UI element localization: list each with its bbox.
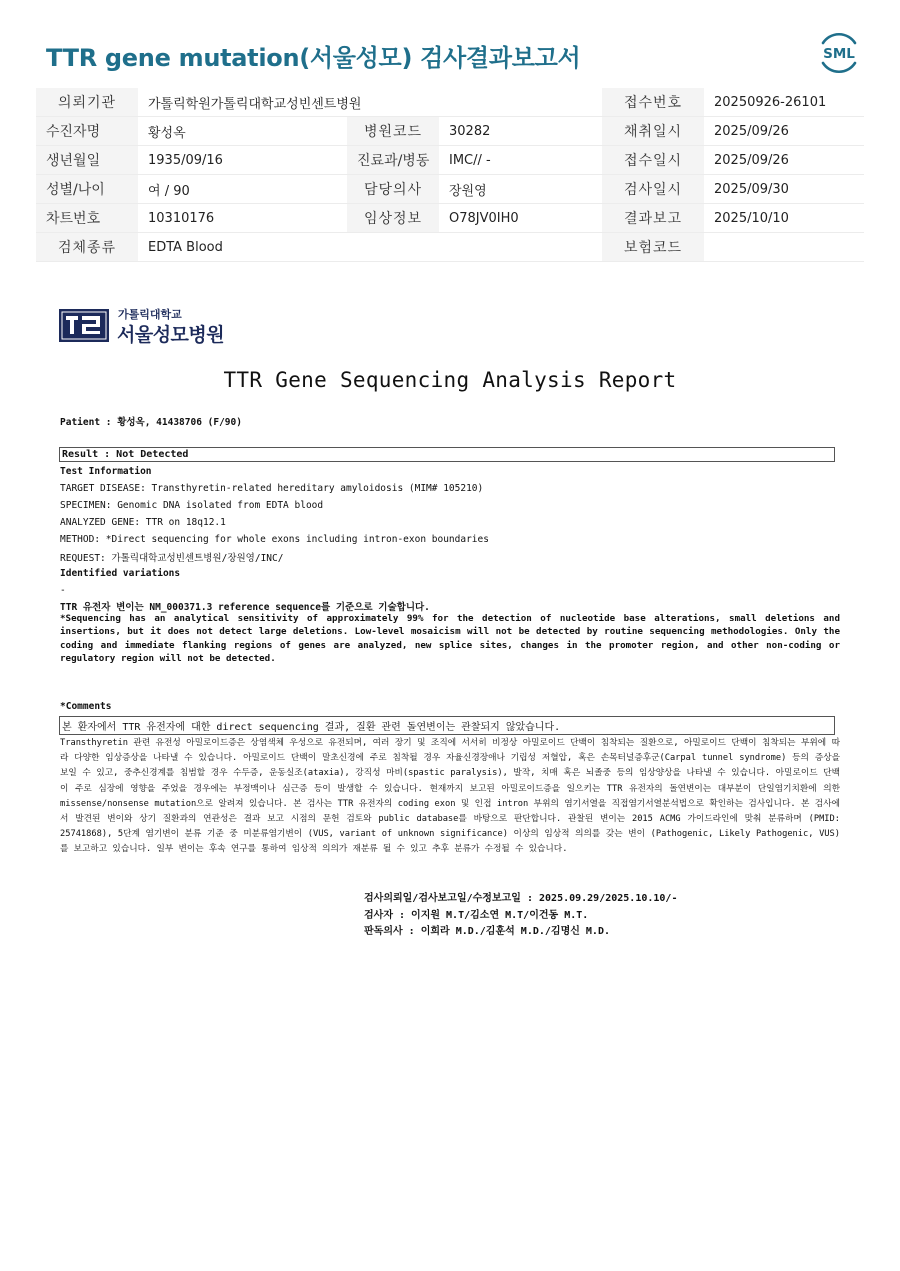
info-value: EDTA Blood [138,233,347,262]
identified-variations-heading: Identified variations [60,568,181,579]
info-label: 차트번호 [36,204,138,233]
info-value: 2025/09/26 [704,146,864,175]
info-value: 가톨릭학원가톨릭대학교성빈센트병원 [138,88,602,117]
info-value: 2025/09/30 [704,175,864,204]
info-value: 30282 [439,117,602,146]
info-label: 보험코드 [602,233,704,262]
info-value [439,233,602,262]
sml-logo [816,30,862,76]
physicians: 판독의사 : 이희라 M.D./김훈석 M.D./김명신 M.D. [364,926,610,937]
comment-body: Transthyretin 관련 유전성 아밀로이드증은 상염색체 우성으로 유전되며, 여러 장기 및 조직에 서서히 비정상 아밀로이드 단백이 침착되는 질환으로, 아밀로이드 단백이 침착되는 부위에 따라 다양한 임상증상을 나타낼 수 있습니다. 아밀로이드 단백이 말초신경에 주로 침착될 경우 자율신경장애나 기립성 저혈압, 혹은 손목터널증후군(Carpal tunnel syndrome) 등의 증상을 보일 수 있고, 중추신경계를 침범할 경우 수두증, 운동실조(ataxia), 강직성 마비(spastic paralysis), 발작, 치매 혹은 뇌졸중 등의 임상양상을 나타낼 수 있습니다. 아밀로이드 단백이 주로 심장에 영향을 주었을 경우에는 부정맥이나 심근증 등이 발생할 수 있습니다. 현재까지 보고된 아밀로이드증을 일으키는 TTR 유전자의 돌연변이는 대부분이 단일염기치환에 의한 missense/nonsense mutation으로 알려져 있습니다. 본 검사는 TTR 유전자의 coding exon 및 인접 intron 부위의 염기서열을 직접염기서열분석법으로 확인하는 검사입니다. 본 검사에서 발견된 변이와 상기 질환과의 연관성은 결과 보고 시점의 문헌 검토와 public database를 바탕으로 판단합니다. 관찰된 변이는 2015 ACMG 가이드라인에 맞춰 분류하며 (PMID: 25741868), 5단계 염기변이 분류 기준 중 미분류염기변이 (VUS, variant of unknown significance) 이상의 임상적 의의를 갖는 변이 (Pathogenic, Likely Pathogenic, VUS) 를 보고하고 있습니다. 일부 변이는 후속 연구를 통하여 임상적 의의가 재분류 될 수 있고 추후 분류가 수정될 수 있습니다. [60,738,840,855]
info-value: 20250926-26101 [704,88,864,117]
page-title: TTR gene mutation(서울성모) 검사결과보고서 [46,44,581,72]
info-label: 진료과/병동 [347,146,439,175]
info-label: 채취일시 [602,117,704,146]
report-dates: 검사의뢰일/검사보고일/수정보고일 : 2025.09.29/2025.10.10/- [364,893,678,904]
analyzed-gene: ANALYZED GENE: TTR on 18q12.1 [60,517,226,528]
info-label: 담당의사 [347,175,439,204]
hospital-logo [58,305,228,345]
comments-heading: *Comments [60,701,112,712]
patient-info-table [36,88,864,262]
info-label: 검사일시 [602,175,704,204]
sensitivity-note: *Sequencing has an analytical sensitivity of approximately 99% for the detection of nucleotide base alterations, small deletions and insertions, but it does not detect large deletions. Low-level mosaicism will not be detected by routine sequencing methodologies. Only the coding and immediate flanking regions of genes are analyzed, new splice sites, changes in the promoter region, and other non-coding or regulatory region will not be detected. [60,613,840,665]
info-row [36,233,864,262]
patient-line: Patient : 황성옥, 41438706 (F/90) [60,417,242,428]
info-row [36,175,864,204]
info-label: 결과보고 [602,204,704,233]
info-label: 의뢰기관 [36,88,138,117]
info-value: 황성옥 [138,117,347,146]
info-value: 여 / 90 [138,175,347,204]
info-label: 수진자명 [36,117,138,146]
info-value: O78JV0IH0 [439,204,602,233]
info-value: 2025/10/10 [704,204,864,233]
info-label: 병원코드 [347,117,439,146]
hospital-name: 서울성모병원 [117,324,225,346]
info-label: 접수일시 [602,146,704,175]
method: METHOD: *Direct sequencing for whole exons including intron-exon boundaries [60,534,489,545]
testers: 검사자 : 이지원 M.T/김소연 M.T/이건동 M.T. [364,910,589,921]
target-disease: TARGET DISEASE: Transthyretin-related hereditary amyloidosis (MIM# 105210) [60,483,484,494]
info-label: 임상정보 [347,204,439,233]
info-label: 성별/나이 [36,175,138,204]
info-value: 1935/09/16 [138,146,347,175]
info-row [36,146,864,175]
specimen: SPECIMEN: Genomic DNA isolated from EDTA blood [60,500,324,511]
info-row [36,88,864,117]
info-value [704,233,864,262]
info-value: 장원영 [439,175,602,204]
info-label: 접수번호 [602,88,704,117]
request: REQUEST: 가톨릭대학교성빈센트병원/장원영/INC/ [60,553,284,564]
info-label [347,233,439,262]
test-info-heading: Test Information [60,466,152,477]
info-label: 생년월일 [36,146,138,175]
info-value: 2025/09/26 [704,117,864,146]
sml-logo-text: SML [823,46,855,62]
reference-note: TTR 유전자 변이는 NM_000371.3 reference sequence를 기준으로 기술합니다. [60,602,430,613]
info-row [36,204,864,233]
comment-summary-box: 본 환자에서 TTR 유전자에 대한 direct sequencing 결과, 질환 관련 돌연변이는 관찰되지 않았습니다. [59,716,835,735]
result-box: Result : Not Detected [59,447,835,462]
info-value: 10310176 [138,204,347,233]
info-row [36,117,864,146]
info-value: IMC// - [439,146,602,175]
info-label: 검체종류 [36,233,138,262]
report-title: TTR Gene Sequencing Analysis Report [223,368,677,392]
hospital-name-small: 가톨릭대학교 [118,308,182,321]
hospital-emblem-icon [58,305,110,345]
identified-variations-value: - [60,585,66,596]
